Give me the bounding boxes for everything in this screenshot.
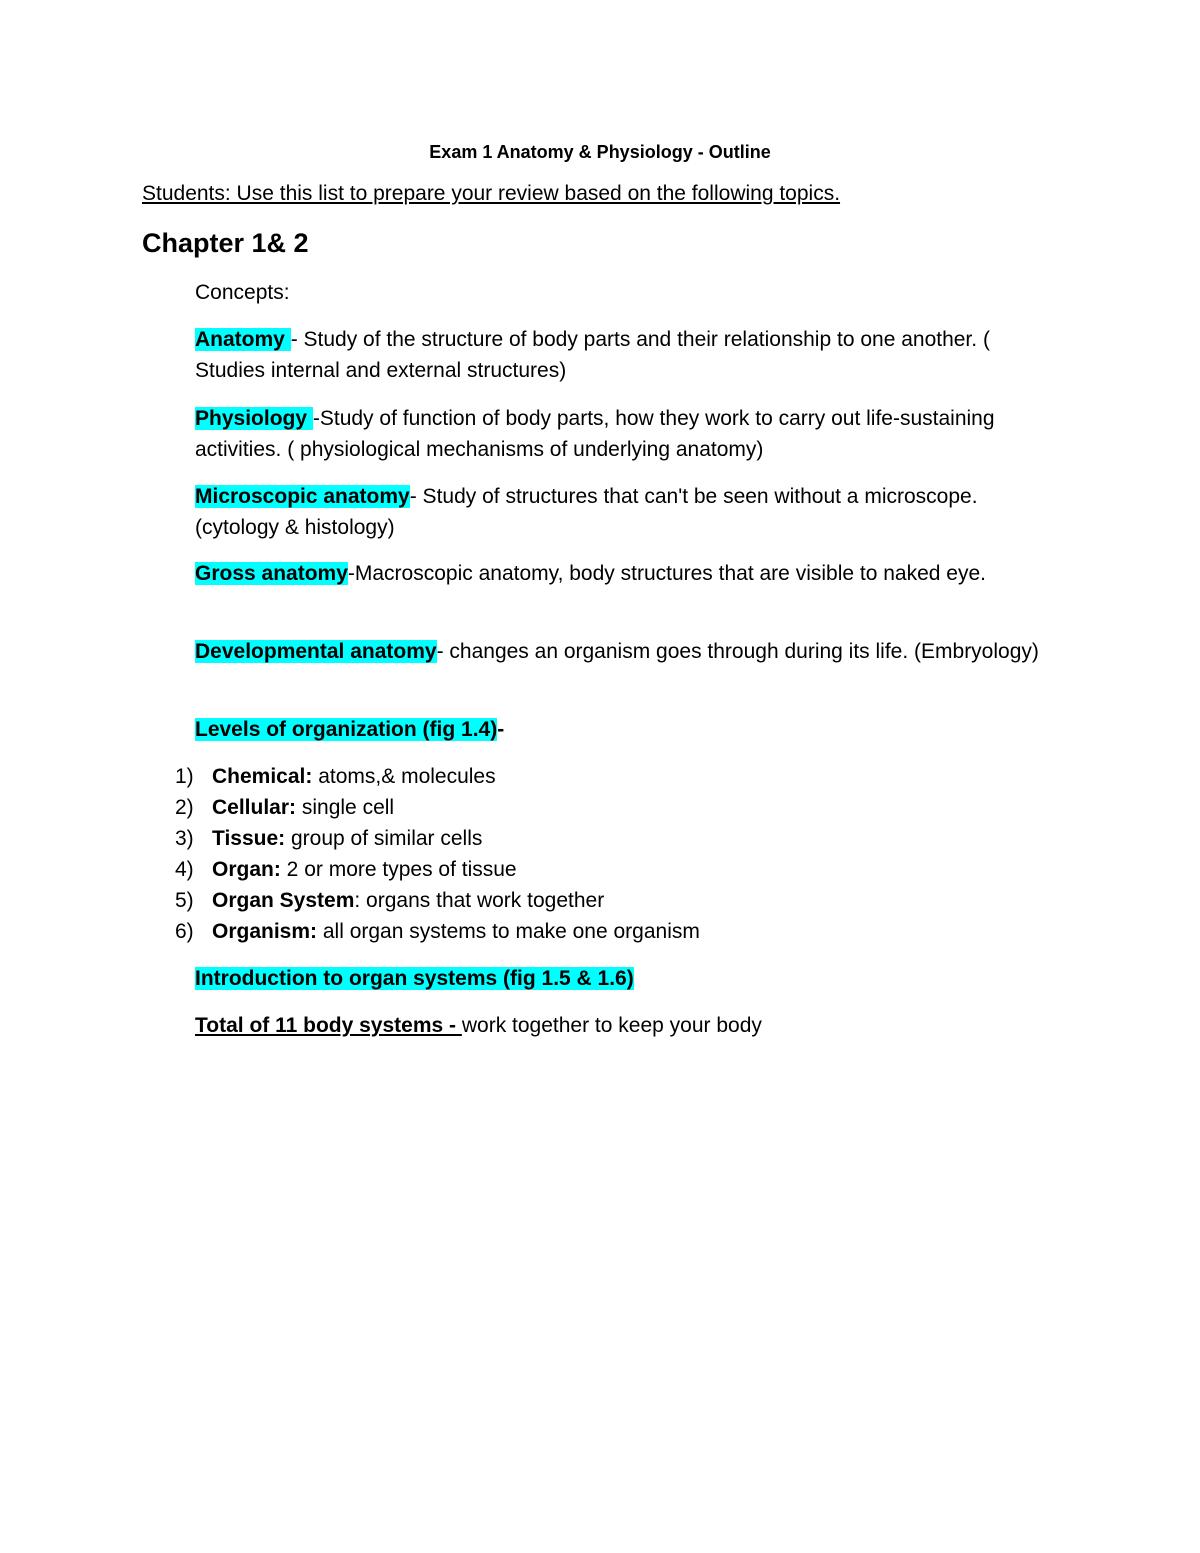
levels-heading (195, 714, 1055, 745)
definition-term: Gross anatomy (195, 562, 348, 585)
body-systems-line (195, 1010, 1055, 1041)
list-item (175, 761, 700, 792)
list-item (175, 823, 700, 854)
list-item (175, 792, 700, 823)
definition-gross-anatomy (195, 558, 1055, 589)
definition-term: Anatomy (195, 328, 291, 351)
level-term: Chemical: (212, 765, 313, 788)
level-text: group of similar cells (285, 827, 483, 850)
definition-text: - Study of structures that can't be seen without a microscope. (cytology & histology) (195, 485, 978, 539)
level-text: : organs that work together (354, 889, 605, 912)
organ-systems-heading (195, 963, 1055, 994)
document-title: Exam 1 Anatomy & Physiology - Outline (429, 142, 771, 162)
list-number: 5) (175, 889, 194, 912)
chapter-heading: Chapter 1& 2 (142, 228, 309, 258)
definition-term: Developmental anatomy (195, 640, 437, 663)
list-item (175, 885, 700, 916)
level-term: Cellular: (212, 796, 297, 819)
definition-text: -Macroscopic anatomy, body structures that are visible to naked eye. (347, 562, 986, 585)
definition-developmental-anatomy (195, 636, 1055, 667)
definition-term: Physiology (195, 407, 313, 430)
body-systems-text: work together to keep your body (461, 1014, 762, 1037)
body-systems-term: Total of 11 body systems - (195, 1014, 462, 1037)
organ-systems-heading-text: Introduction to organ systems (fig 1.5 & 1.6) (195, 967, 634, 990)
level-text: atoms,& molecules (312, 765, 496, 788)
definition-microscopic-anatomy (195, 481, 1055, 543)
list-item (175, 854, 700, 885)
concepts-label: Concepts: (195, 281, 290, 304)
list-number: 1) (175, 765, 194, 788)
definition-physiology (195, 403, 1055, 465)
list-number: 3) (175, 827, 194, 850)
definition-term: Microscopic anatomy (195, 485, 410, 508)
intro-instruction: Students: Use this list to prepare your review based on the following topics. (142, 182, 841, 205)
level-term: Organ System (212, 889, 355, 912)
list-number: 2) (175, 796, 194, 819)
level-term: Tissue: (212, 827, 286, 850)
levels-heading-term: Levels of organization (fig 1.4) (195, 718, 498, 741)
list-number: 6) (175, 920, 194, 943)
level-text: 2 or more types of tissue (280, 858, 517, 881)
definition-text: - changes an organism goes through during its life. (Embryology) (436, 640, 1039, 663)
levels-list (175, 761, 700, 947)
list-number: 4) (175, 858, 194, 881)
level-term: Organism: (212, 920, 318, 943)
levels-heading-suffix: - (497, 718, 505, 741)
definition-anatomy (195, 324, 1055, 386)
level-text: single cell (296, 796, 395, 819)
definition-text: -Study of function of body parts, how they work to carry out life-sustaining activities. ( physiological mechanisms of underlying anatomy) (195, 407, 995, 461)
level-text: all organ systems to make one organism (317, 920, 700, 943)
level-term: Organ: (212, 858, 281, 881)
list-item (175, 916, 700, 947)
definition-text: - Study of the structure of body parts and their relationship to one another. ( Studies internal and external structures) (195, 328, 990, 382)
